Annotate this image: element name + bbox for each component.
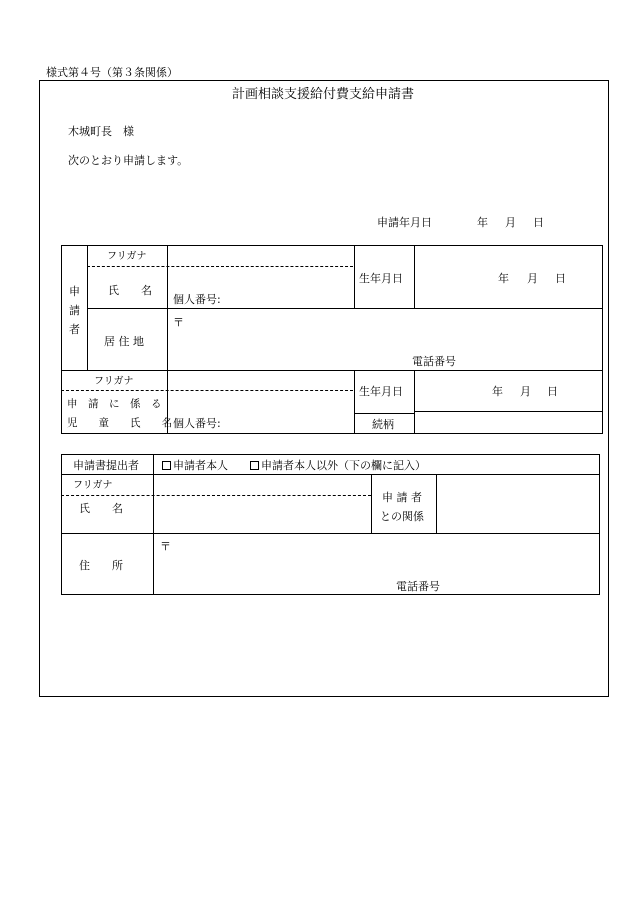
submitter-option-other-label: 申請者本人以外（下の欄に記入）: [261, 459, 426, 472]
intro-text: 次のとおり申請します。: [68, 154, 189, 167]
applicant-postal-mark: 〒: [173, 316, 184, 329]
submitter-name-label: 氏 名: [79, 502, 123, 515]
submitter-furigana-label: フリガナ: [73, 480, 113, 491]
submitter-option-other[interactable]: [250, 460, 426, 471]
submitter-option-self[interactable]: [162, 460, 228, 471]
child-label-line2: 児 童 氏 名: [67, 417, 172, 429]
applicant-personal-number-label: 個人番号:: [173, 293, 221, 306]
applicant-birth-day[interactable]: 日: [555, 272, 566, 285]
child-furigana-label: フリガナ: [94, 376, 134, 387]
applicant-name-label: 氏 名: [108, 284, 152, 297]
submitter-label: 申請書提出者: [73, 459, 139, 472]
applicant-furigana-label: フリガナ: [107, 251, 147, 262]
form-number: 様式第４号（第３条関係）: [46, 66, 178, 79]
submitter-address-label: 住 所: [79, 559, 123, 572]
applicant-birth-year[interactable]: 年: [498, 272, 509, 285]
page-title: 計画相談支援給付費支給申請書: [232, 87, 415, 102]
child-birth-year[interactable]: 年: [492, 385, 503, 398]
self-checkbox[interactable]: [162, 461, 171, 470]
application-date-label: 申請年月日: [377, 216, 432, 229]
applicant-address-label: 居 住 地: [104, 335, 144, 348]
addressee: 木城町長 様: [68, 125, 134, 138]
submitter-phone-label: 電話番号: [396, 580, 440, 593]
submitter-relation-line1: 申 請 者: [382, 491, 422, 504]
other-checkbox[interactable]: [250, 461, 259, 470]
submitter-option-self-label: 申請者本人: [173, 459, 228, 472]
applicant-phone-label: 電話番号: [412, 355, 456, 368]
child-birth-day[interactable]: 日: [547, 385, 558, 398]
application-date-day[interactable]: 日: [533, 216, 544, 229]
child-birth-label: 生年月日: [359, 385, 403, 398]
application-date-month[interactable]: 月: [505, 216, 516, 229]
child-personal-number-label: 個人番号:: [173, 417, 221, 430]
child-label-line1: 申 請 に 係 る: [67, 398, 162, 410]
applicant-section-label-1: 申: [69, 285, 80, 298]
submitter-postal-mark: 〒: [160, 540, 171, 553]
submitter-relation-line2: との関係: [380, 510, 424, 523]
child-relation-label: 続柄: [372, 418, 394, 431]
applicant-birth-month[interactable]: 月: [527, 272, 538, 285]
application-date-year[interactable]: 年: [477, 216, 488, 229]
applicant-birth-label: 生年月日: [359, 272, 403, 285]
applicant-section-label-2: 請: [69, 304, 80, 317]
applicant-section-label-3: 者: [69, 323, 80, 336]
child-birth-month[interactable]: 月: [520, 385, 531, 398]
